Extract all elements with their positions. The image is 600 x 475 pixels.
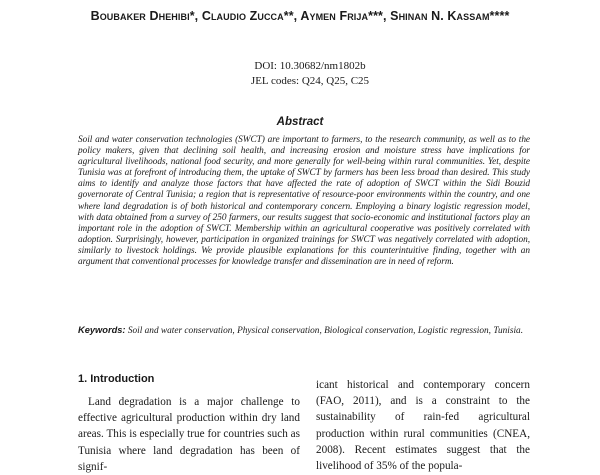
abstract-heading: Abstract — [276, 116, 324, 128]
body-text-right-column: icant historical and contemporary concern (FAO, 2011), and is a constraint to the sustainability of rain-fed agricultural production within rural communities (CNEA, 2008). Recent estimates suggest that the livelihood of 35% of the popula- — [316, 379, 530, 473]
keywords-label: Keywords: — [78, 325, 126, 335]
doi-line: DOI: 10.30682/nm1802b — [254, 60, 366, 72]
author-list: Boubaker Dhehibi*, Claudio Zucca**, Aymen Frija***, Shinan N. Kassam**** — [90, 9, 510, 23]
section-heading-introduction: 1. Introduction — [78, 373, 155, 385]
keywords-text: Soil and water conservation, Physical conservation, Biological conservation, Logistic regression, Tunisia. — [125, 326, 524, 336]
abstract-text: Soil and water conservation technologies (SWCT) are important to farmers, to the research community, as well as to the policy makers, given that declining soil health, and increasing erosion and moisture stress have implications for agricultural livelihoods, national food security, and more generally for well-being within rural communities. Yet, despite Tunisia was at forefront of introducing them, the uptake of SWCT by farmers has been less broad than desired. This study aims to identify and analyze those factors that have affected the rate of adoption of SWCT within the Sidi Bouzid governorate of Central Tunisia; a region that is representative of resource-poor environments within the country, and one where land degradation is of both historical and contemporary concern. Employing a binary logistic regression model, with data obtained from a survey of 250 farmers, our results suggest that socio-economic and institutional factors play an important role in the adoption of SWCT. Membership within an agricultural cooperative was positively correlated with adoption. Surprisingly, however, participation in organized trainings for SWCT was negatively correlated with adoption, similarly to livestock holdings. We provide plausible explanations for this counterintuitive finding, together with an argument that conventional processes for knowledge transfer and dissemination are in need of reform. — [78, 135, 530, 268]
body-text-left-column: Land degradation is a major challenge to effective agricultural production within dry land areas. This is especially true for countries such as Tunisia where land degradation has been of signif- — [78, 396, 300, 473]
jel-codes-line: JEL codes: Q24, Q25, C25 — [250, 75, 370, 87]
keywords-block — [78, 325, 530, 337]
